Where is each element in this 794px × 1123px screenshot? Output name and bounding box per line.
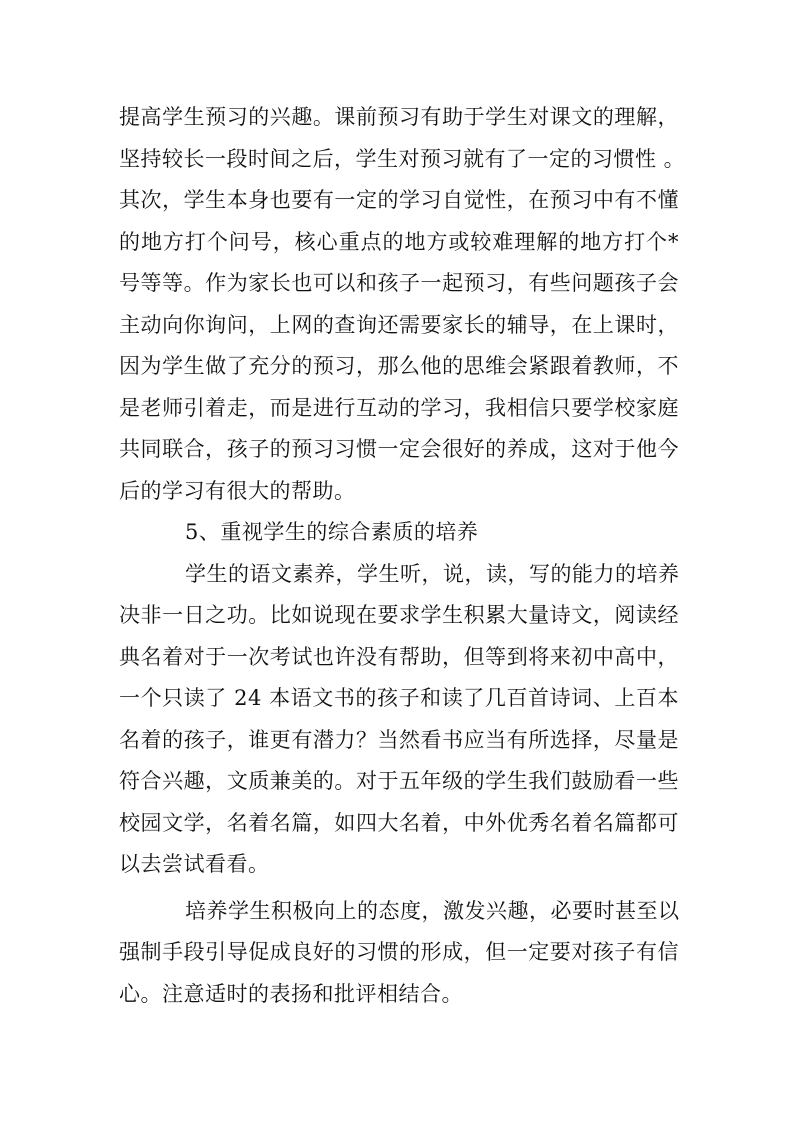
paragraph-line: 坚持较长一段时间之后，学生对预习就有了一定的习惯性 。 [119,147,686,171]
paragraph-line: 提高学生预习的兴趣。课前预习有助于学生对课文的理解， [119,105,679,129]
paragraph-line: 后的学习有很大的帮助。 [119,479,356,503]
paragraph-line: 学生的语文素养，学生听，说，读，写的能力的培养 [185,562,680,586]
paragraph-line: 是老师引着走，而是进行互动的学习，我相信只要学校家庭 [119,396,679,420]
paragraph-line: 其次，学生本身也要有一定的学习自觉性，在预习中有不懂 [119,188,679,212]
paragraph-line: 校园文学，名着名篇，如四大名着，中外优秀名着名篇都可 [119,811,679,835]
section-heading: 5、重视学生的综合素质的培养 [185,520,479,544]
paragraph-line: 强制手段引导促成良好的习惯的形成，但一定要对孩子有信 [119,940,679,964]
paragraph-line: 培养学生积极向上的态度，激发兴趣，必要时甚至以 [185,899,680,923]
paragraph-line: 心。注意适时的表扬和批评相结合。 [119,982,463,1006]
paragraph-line: 一个只读了 24 本语文书的孩子和读了几百首诗词、上百本 [119,686,679,710]
paragraph-line: 号等等。作为家长也可以和孩子一起预习，有些问题孩子会 [119,271,679,295]
paragraph-line: 共同联合，孩子的预习习惯一定会很好的养成，这对于他今 [119,437,679,461]
paragraph-line: 典名着对于一次考试也许没有帮助，但等到将来初中高中， [119,645,679,669]
paragraph-line: 因为学生做了充分的预习，那么他的思维会紧跟着教师，不 [119,354,679,378]
paragraph-line: 的地方打个问号，核心重点的地方或较难理解的地方打个* [119,230,679,254]
paragraph-line: 以去尝试看看。 [119,852,270,876]
paragraph-line: 符合兴趣，文质兼美的。对于五年级的学生我们鼓励看一些 [119,769,679,793]
paragraph-line: 主动向你询问，上网的查询还需要家长的辅导，在上课时， [119,313,679,337]
paragraph-line: 决非一日之功。比如说现在要求学生积累大量诗文，阅读经 [119,603,679,627]
paragraph-line: 名着的孩子，谁更有潜力？当然看书应当有所选择，尽量是 [119,728,679,752]
